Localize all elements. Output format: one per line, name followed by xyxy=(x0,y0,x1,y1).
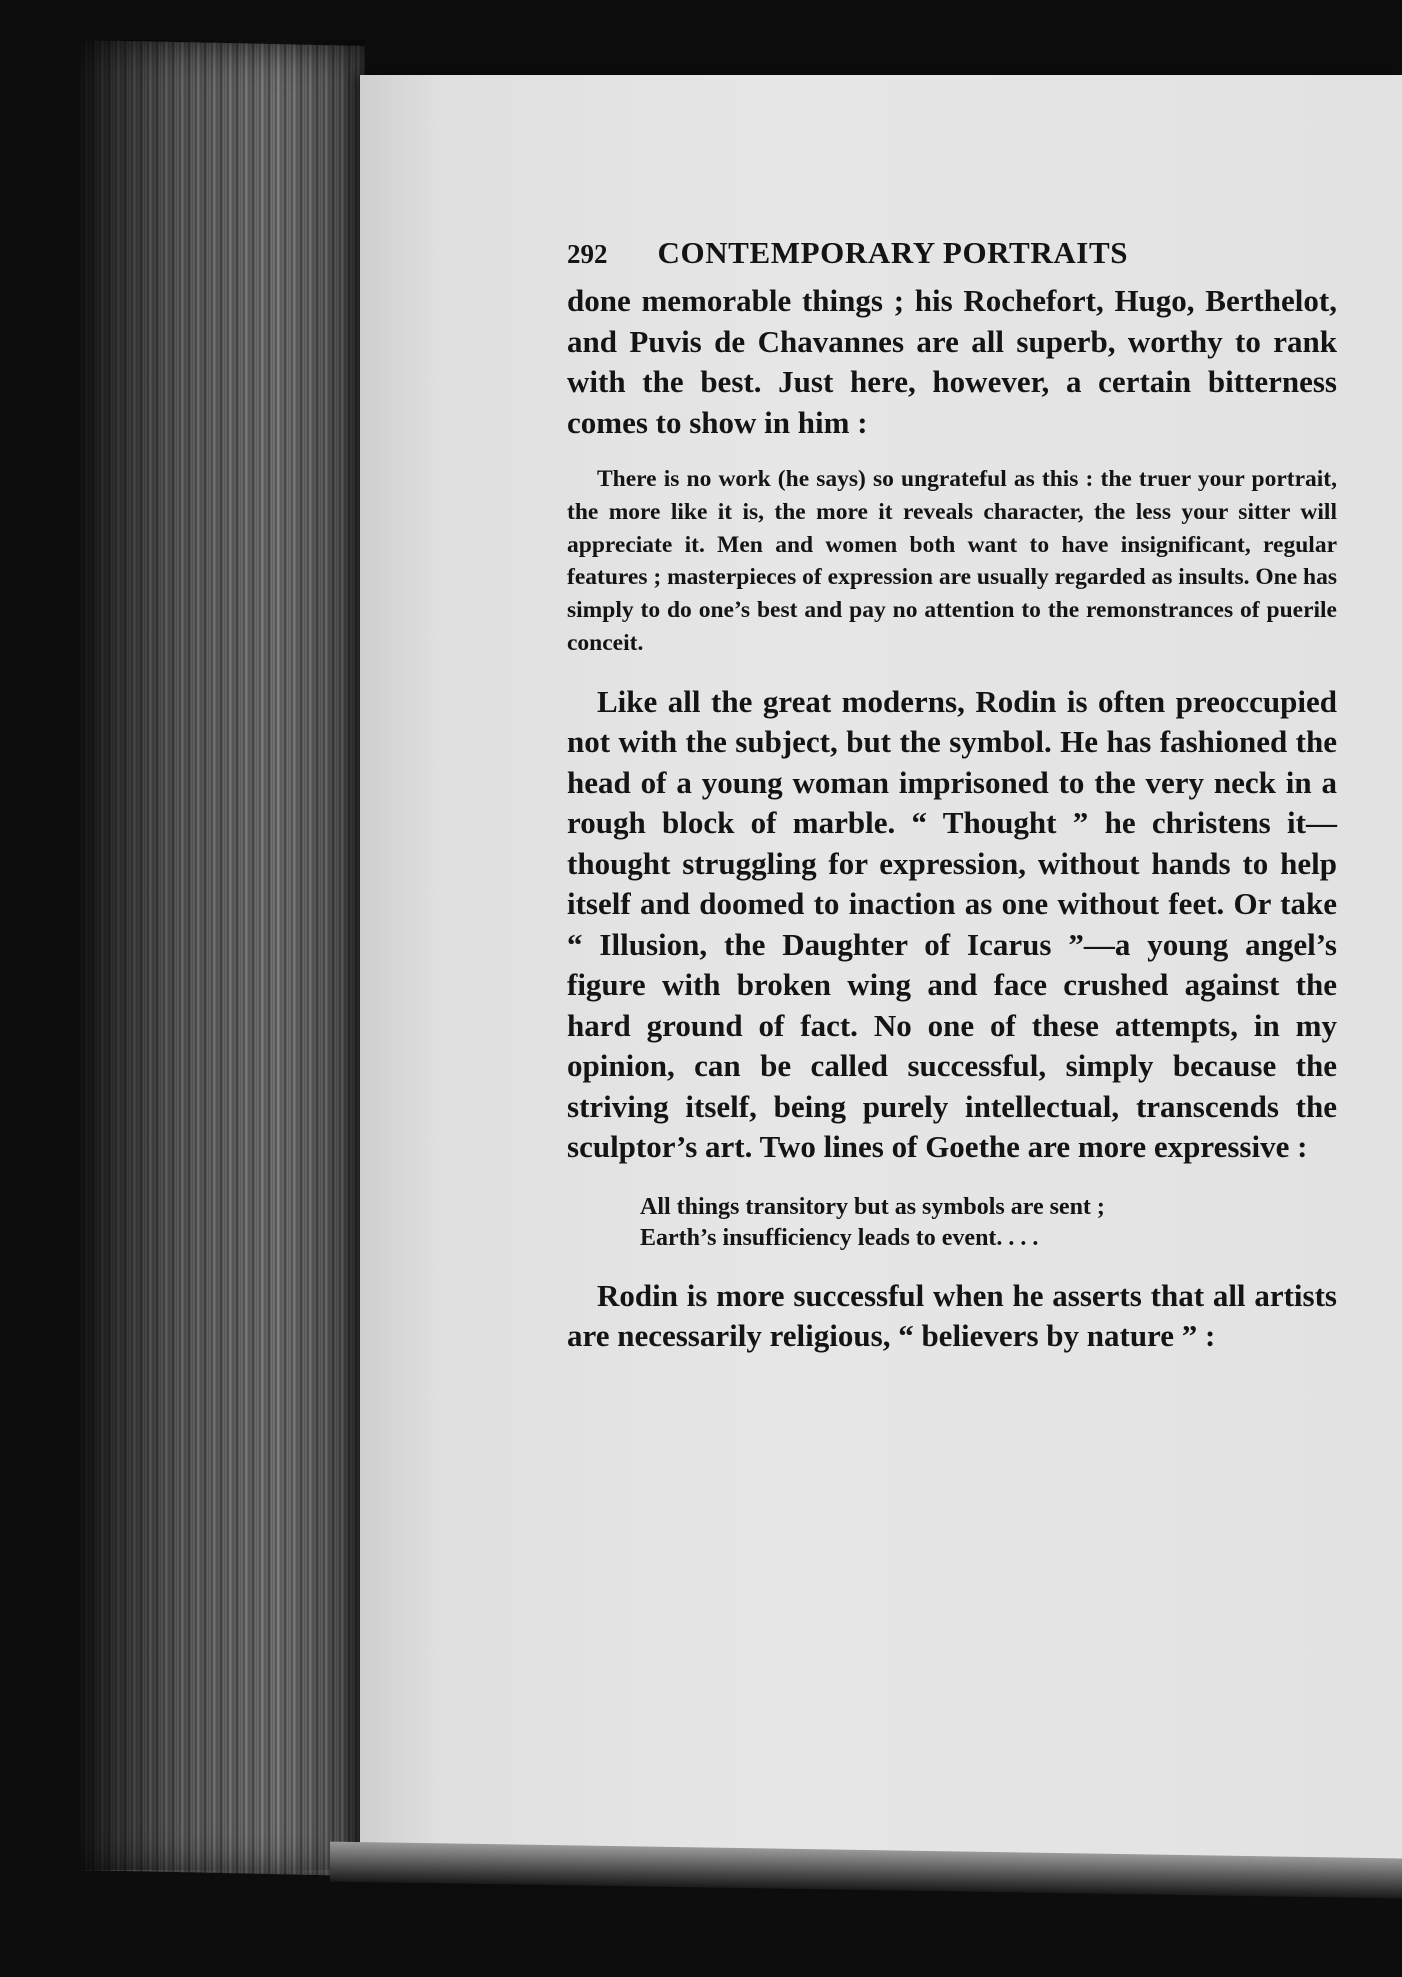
running-title: CONTEMPORARY PORTRAITS xyxy=(657,235,1129,270)
paragraph: Like all the great moderns, Rodin is often preoccupied not with the subject, but the symbol. He has fashioned the head of a young woman imprisoned to the very neck in a rough block of marble. “ Thought ” he christens it—thought struggling for expression, without hands to help itself and doomed to inaction as one without feet. Or take “ Illusion, the Daughter of Icarus ”—a young angel’s figure with broken wing and face crushed against the hard ground of fact. No one of these attempts, in my opinion, can be called successful, simply because the striving itself, being purely intellectual, transcends the sculptor’s art. Two lines of Goethe are more expressive : xyxy=(567,683,1337,1165)
verse-line: Earth’s insufficiency leads to event. . . . xyxy=(640,1224,1039,1251)
paragraph: Rodin is more successful when he asserts that all artists are necessarily religious, “ believers by nature ” : xyxy=(567,1277,1337,1354)
page-number: 292 xyxy=(567,239,608,269)
block-quote: There is no work (he says) so ungrateful as this : the truer your portrait, the more like it is, the more it reveals character, the less your sitter will appreciate it. Men and women both want to have insignificant, regular features ; masterpieces of expression are usually regarded as insults. One has simply to do one’s best and pay no attention to the remonstrances of puerile conceit. xyxy=(567,466,1337,656)
fore-edge-shadow xyxy=(80,40,365,1870)
running-head xyxy=(567,235,1337,271)
paragraph: done memorable things ; his Rochefort, Hugo, Berthelot, and Puvis de Chavannes are all superb, worthy to rank with the best. Just here, however, a certain bitterness comes to show in him : xyxy=(567,283,1337,440)
verse-quote xyxy=(567,1192,1337,1254)
verse-line: All things transitory but as symbols are sent ; xyxy=(640,1193,1105,1220)
page-text xyxy=(567,235,1337,1357)
